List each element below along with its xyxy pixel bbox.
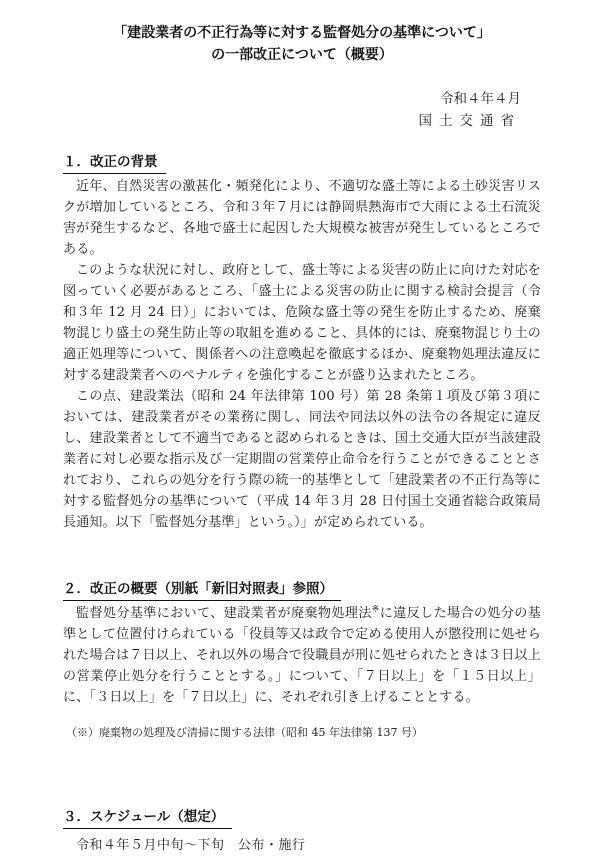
section-1-paragraph-3: この点、建設業法（昭和 24 年法律第 100 号）第 28 条第１項及び第３項においては、建設業者がその業務に関し、同法や同法以外の法令の各規定に違反し、建設業者として不適当であると認められるときは、国土交通大臣が当該建設業者に対し必要な指示及び一定期間の営業停止命令を行うことができることとされており、これらの処分を行う際の統一的基準として「建設業者の不正行為等に対する監督処分の基準について（平成 14 年３月 28 日付国土交通省総合政策局長通知。以下「監督処分基準」という。）」が定められている。 [63,389,541,530]
section-2-text-before-note: 監督処分基準において、建設業者が廃棄物処理法 [76,606,372,621]
section-2-paragraph-1 [63,603,541,708]
section-2-heading: ２．改正の概要（別紙「新旧対照表」参照） [63,579,541,601]
document-organization: 国土交通省 [418,113,521,129]
section-2-text-after-note: に違反した場合の処分の基準として位置付けられている「役員等又は政令で定める使用人が懲役刑に処せられた場合は７日以上、それ以外の場合で役職員が刑に処せられたときは３日以上の営業停止処分を行うこととする。」について、「７日以上」を「１５日以上」に、「３日以上」を「７日以上」に、それぞれ引き上げることとする。 [63,606,541,705]
section-2-body [63,603,541,708]
document-title-line2: の一部改正について（概要） [211,47,393,63]
document-meta [63,88,521,132]
section-1-heading: １．改正の背景 [63,152,541,174]
document-title-line1: 「建設業者の不正行為等に対する監督処分の基準について」 [113,25,491,41]
footnote: （※）廃棄物の処理及び清掃に関する法律（昭和 45 年法律第 137 号） [66,726,423,739]
schedule-text: 令和４年５月中旬～下旬 公布・施行 [76,838,306,853]
section-1-body [63,176,541,533]
section-spacer [63,533,541,559]
section-spacer [63,741,541,787]
document-date: 令和４年４月 [440,91,521,107]
section-1-paragraph-1: 近年、自然災害の激甚化・頻発化により、不適切な盛土等による土砂災害リスクが増加しているところ、令和３年７月には静岡県熱海市で大雨による土石流災害が発生するなど、各地で盛土に起因した大規模な被害が発生しているところである。 [63,179,541,257]
section-1-paragraph-2: このような状況に対し、政府として、盛土等による災害の防止に向けた対応を図っていく必要があるところ、「盛土による災害の防止に関する検討会提言（令和３年 12 月 24 日）」においては、危険な盛土等の発生を防止するため、廃棄物混じり盛土の発生防止等の取組を進めること、具体的には、廃棄物混じり土の適正処理等について、関係者への注意喚起を徹底するほか、廃棄物処理法違反に対する建設業者へのペナルティを強化することが盛り込まれたところ。 [63,263,541,383]
section-3-heading: ３．スケジュール（想定） [63,807,541,829]
footnote-reference-mark: ※ [371,604,380,615]
document-title [63,22,541,66]
